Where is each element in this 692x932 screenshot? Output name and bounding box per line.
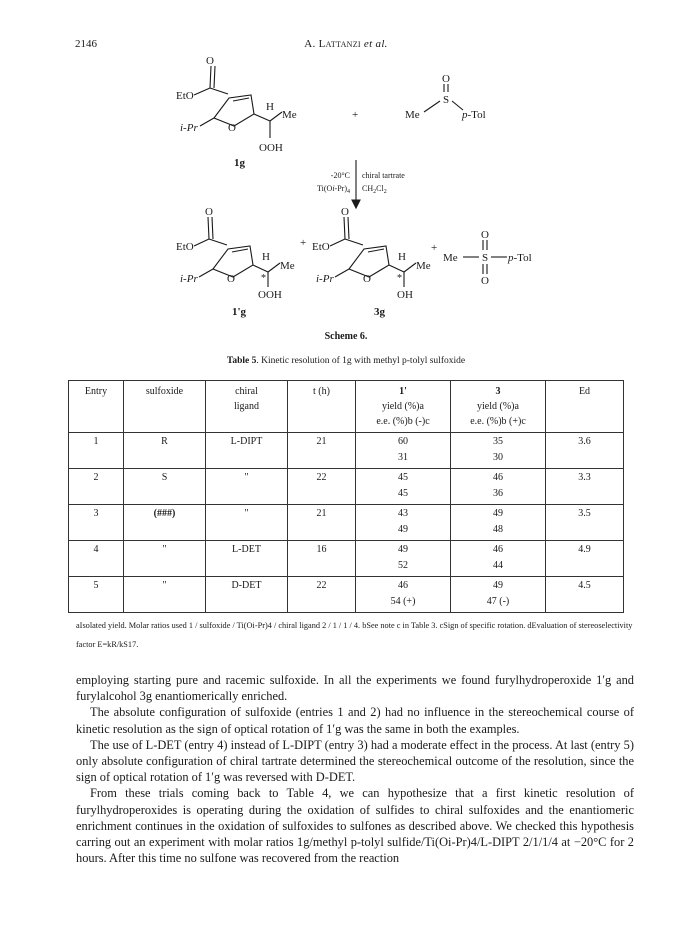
running-head-etal: et al. xyxy=(360,38,388,50)
cell-product1-ee: 45 xyxy=(398,488,408,499)
sulfoxide-me: Me xyxy=(405,109,420,121)
sulfoxide-ptol: p-Tol xyxy=(462,109,486,121)
body-paragraph-3: The use of L-DET (entry 4) instead of L-DIPT (entry 3) had a moderate effect in the process. At last (entry 5) only absolute configuration of chiral tartrate determined the stereochemical outcome of the resolution, since the sign of optical rotation of 1′g was reversed with D-DET. xyxy=(76,737,634,785)
cell-product3-yield: 46 xyxy=(493,472,503,483)
cell-ligand: L-DIPT xyxy=(206,433,288,469)
cell-product1-ee: 31 xyxy=(398,452,408,463)
cell-entry: 3 xyxy=(69,505,124,541)
body-paragraph-2: The absolute configuration of sulfoxide (entries 1 and 2) had no influence in the stereochemical course of kinetic resolution as the sign of optical rotation of 1′g was the same in both the examples. xyxy=(76,705,634,736)
header-product1-yield: yield (%)a xyxy=(382,401,424,412)
kinetic-resolution-table xyxy=(68,380,624,613)
body-text xyxy=(76,672,634,866)
reactant-h: H xyxy=(266,101,274,113)
product1-h: H xyxy=(262,251,270,263)
body-paragraph-4: From these trials coming back to Table 4, we can hypothesize that a first kinetic resolution of furylhydroperoxides is operating during the oxidation of sulfides to chiral sulfoxides and the enantiomeric enrichment continues in the oxidation of sulfoxides to sulfones as described above. We checked this hypothesis carring out an experiment with molar ratios 1g/methyl p-tolyl sulfide/Ti(Oi-Pr)4/L-DIPT 2/1/1/4 at −20°C for 2 hours. After this time no sulfone was recovered from the reaction xyxy=(76,786,634,866)
cell-time: 21 xyxy=(288,505,356,541)
product2-ring-o: O xyxy=(363,273,371,285)
cell-selectivity: 3.6 xyxy=(546,433,624,469)
header-product3 xyxy=(451,381,546,433)
cell-time: 22 xyxy=(288,577,356,613)
sulfone-s: S xyxy=(481,252,489,264)
sulfone-me: Me xyxy=(443,252,458,264)
product1-ipr: i-Pr xyxy=(180,273,198,285)
sulfoxide-o: O xyxy=(442,73,450,85)
reactant-eto: EtO xyxy=(176,90,194,102)
cell-entry: 2 xyxy=(69,469,124,505)
product2-stereo-star: * xyxy=(397,273,402,284)
header-product1 xyxy=(356,381,451,433)
scheme-label: Scheme 6. xyxy=(324,331,368,342)
table-row xyxy=(69,577,624,613)
product2-oh: OH xyxy=(397,289,413,301)
running-head-author: Lattanzi xyxy=(318,38,361,50)
cell-product1-yield: 43 xyxy=(398,508,408,519)
cell-product3-yield: 35 xyxy=(493,436,503,447)
cell-selectivity: 3.3 xyxy=(546,469,624,505)
condition-solvent: $CH_2Cl_2$ xyxy=(362,184,387,195)
header-time: t (h) xyxy=(288,381,356,433)
product2-id: 3g xyxy=(374,306,385,318)
reactant-ooh: OOH xyxy=(259,142,283,154)
cell-time: 22 xyxy=(288,469,356,505)
cell-sulfoxide: " xyxy=(124,577,206,613)
condition-tartrate: chiral tartrate xyxy=(362,171,405,180)
sulfoxide-s: S xyxy=(442,94,450,106)
cell-selectivity: 4.5 xyxy=(546,577,624,613)
cell-product1-yield: 60 xyxy=(398,436,408,447)
cell-product3-yield: 49 xyxy=(493,580,503,591)
cell-ligand: D-DET xyxy=(206,577,288,613)
plus-sign-top: + xyxy=(352,109,359,121)
header-product3-id: 3 xyxy=(495,386,501,397)
cell-product1-yield: 49 xyxy=(398,544,408,555)
cell-product3 xyxy=(451,577,546,613)
header-product1-ee: e.e. (%)b (-)c xyxy=(376,416,430,427)
reaction-scheme xyxy=(0,0,692,352)
cell-product1-ee: 52 xyxy=(398,560,408,571)
cell-product1 xyxy=(356,433,451,469)
header-ligand: ligand xyxy=(234,401,259,412)
reactant-carbonyl-o: O xyxy=(206,55,214,67)
product2-me: Me xyxy=(416,260,431,272)
product1-eto: EtO xyxy=(176,241,194,253)
cell-ligand: " xyxy=(206,469,288,505)
cell-product3-yield: 49 xyxy=(493,508,503,519)
cell-product1 xyxy=(356,541,451,577)
header-entry: Entry xyxy=(69,381,124,433)
cell-sulfoxide: " xyxy=(124,541,206,577)
plus-sign-mid1: + xyxy=(300,237,307,249)
cell-product3-ee: 30 xyxy=(493,452,503,463)
cell-entry: 1 xyxy=(69,433,124,469)
body-paragraph-1: employing starting pure and racemic sulfoxide. In all the experiments we found furylhydroperoxide 1′g and furylalcohol 3g enantiomerically enriched. xyxy=(76,673,634,704)
product1-id: 1'g xyxy=(232,306,247,318)
reactant-ring-o: O xyxy=(228,122,236,134)
cell-product3-ee: 47 (-) xyxy=(486,596,510,607)
cell-ligand: L-DET xyxy=(206,541,288,577)
table-row xyxy=(69,469,624,505)
product2-h: H xyxy=(398,251,406,263)
product2-carbonyl-o: O xyxy=(341,206,349,218)
cell-sulfoxide: (###) xyxy=(124,505,206,541)
cell-product3-ee: 36 xyxy=(493,488,503,499)
cell-product1-ee: 49 xyxy=(398,524,408,535)
product1-ring-o: O xyxy=(227,273,235,285)
table-header-row xyxy=(69,381,624,433)
cell-product3-ee: 44 xyxy=(493,560,503,571)
cell-entry: 5 xyxy=(69,577,124,613)
sulfone-ptol: p-Tol xyxy=(508,252,532,264)
table-caption xyxy=(0,356,692,366)
condition-ti: $Ti(Oi-Pr)_4$ xyxy=(317,184,350,195)
cell-product1-ee: 54 (+) xyxy=(390,596,416,607)
cell-time: 16 xyxy=(288,541,356,577)
header-product1-id: 1' xyxy=(399,386,407,397)
sulfone-o-top: O xyxy=(481,229,489,241)
table-row xyxy=(69,541,624,577)
cell-product3 xyxy=(451,469,546,505)
cell-product3 xyxy=(451,541,546,577)
cell-selectivity: 3.5 xyxy=(546,505,624,541)
header-sulfoxide: sulfoxide xyxy=(124,381,206,433)
cell-product3 xyxy=(451,505,546,541)
cell-product1-yield: 45 xyxy=(398,472,408,483)
header-selectivity: Ed xyxy=(546,381,624,433)
cell-product1-yield: 46 xyxy=(398,580,408,591)
reactant-id: 1g xyxy=(234,157,245,169)
cell-sulfoxide: R xyxy=(124,433,206,469)
cell-product1 xyxy=(356,505,451,541)
cell-product1 xyxy=(356,577,451,613)
cell-entry: 4 xyxy=(69,541,124,577)
cell-product3 xyxy=(451,433,546,469)
product2-eto: EtO xyxy=(312,241,330,253)
condition-temp: -20°C xyxy=(330,171,350,180)
header-product3-yield: yield (%)a xyxy=(477,401,519,412)
product1-stereo-star: * xyxy=(261,273,266,284)
product1-ooh: OOH xyxy=(258,289,282,301)
table-caption-text: . Kinetic resolution of 1g with methyl p-tolyl sulfoxide xyxy=(256,356,466,366)
table-caption-number: Table 5 xyxy=(226,356,257,366)
product1-me: Me xyxy=(280,260,295,272)
sulfone-o-bottom: O xyxy=(481,275,489,287)
table-row xyxy=(69,433,624,469)
table-row xyxy=(69,505,624,541)
table-footnote: aIsolated yield. Molar ratios used 1 / sulfoxide / Ti(Oi-Pr)4 / chiral ligand 2 / 1 / 1 / 4. bSee note c in Table 3. cSign of specific rotation. dEvaluation of stereoselectivity factor E=kR/kS17. xyxy=(76,621,633,649)
running-head-initial: A. xyxy=(304,38,319,50)
cell-selectivity: 4.9 xyxy=(546,541,624,577)
cell-product3-yield: 46 xyxy=(493,544,503,555)
reactant-me: Me xyxy=(282,109,297,121)
cell-time: 21 xyxy=(288,433,356,469)
cell-product3-ee: 48 xyxy=(493,524,503,535)
product1-carbonyl-o: O xyxy=(205,206,213,218)
cell-ligand: " xyxy=(206,505,288,541)
page-number: 2146 xyxy=(75,38,97,50)
header-chiral-ligand xyxy=(206,381,288,433)
cell-product1 xyxy=(356,469,451,505)
plus-sign-mid2: + xyxy=(431,242,438,254)
header-chiral: chiral xyxy=(235,386,258,397)
reactant-ipr: i-Pr xyxy=(180,122,198,134)
header-product3-ee: e.e. (%)b (+)c xyxy=(470,416,526,427)
product2-ipr: i-Pr xyxy=(316,273,334,285)
cell-sulfoxide: S xyxy=(124,469,206,505)
